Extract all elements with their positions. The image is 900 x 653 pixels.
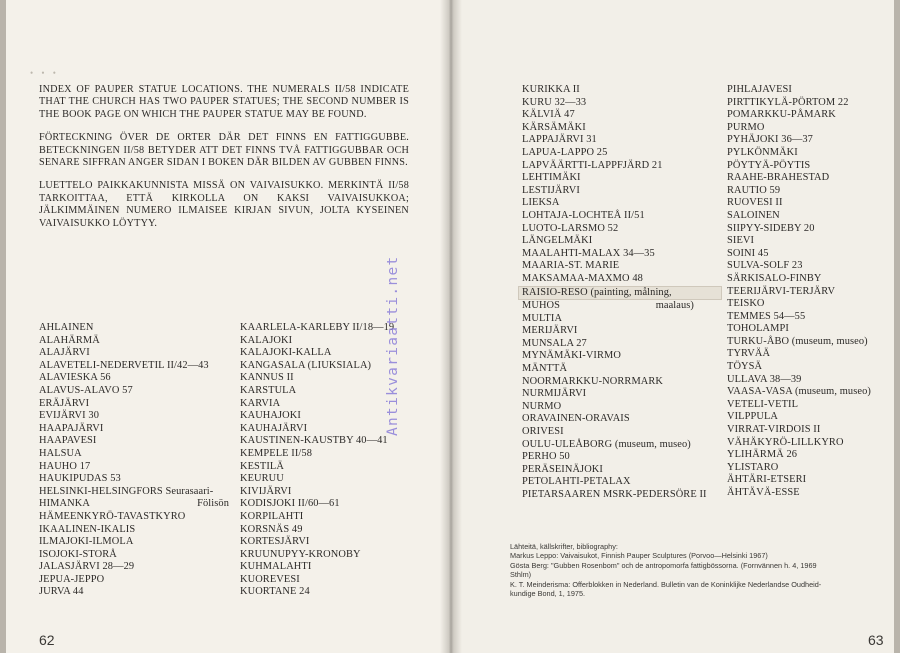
index-entry: HELSINKI-HELSINGFORS Seurasaari- <box>39 485 214 497</box>
index-entry: JURVA 44 <box>39 586 84 598</box>
index-entry: KURU 32—33 <box>522 96 587 108</box>
index-entry: PYHÄJOKI 36—37 <box>727 134 813 146</box>
index-entry: HAUKIPUDAS 53 <box>39 473 121 485</box>
index-entry: LEHTIMÄKI <box>522 172 581 184</box>
index-entry: LAPPAJÄRVI 31 <box>522 134 597 146</box>
index-entry: KESTILÄ <box>240 460 284 472</box>
index-entry: PÖYTYÄ-PÖYTIS <box>727 159 811 171</box>
index-entry: MYNÄMÄKI-VIRMO <box>522 350 621 362</box>
index-entry: JALASJÄRVI 28—29 <box>39 561 135 573</box>
index-entry: KIVIJÄRVI <box>240 485 292 497</box>
index-entry: VAASA-VASA (museum, museo) <box>727 386 871 398</box>
book-gutter <box>440 0 462 653</box>
bibliography-line: Markus Leppo: Vaivaisukot, Finnish Pauper Sculptures (Porvoo—Helsinki 1967) <box>510 551 768 561</box>
page-number-left: 62 <box>39 632 55 648</box>
index-entry: IKAALINEN-IKALIS <box>39 523 136 535</box>
index-entry: PURMO <box>727 121 765 133</box>
bibliography-line: Gösta Berg: "Gubben Rosenbom" och de antropomorfa fattigbössorna. (Fornvännen h. 4, 1969 <box>510 560 817 570</box>
index-entry: KUOREVESI <box>240 573 300 585</box>
index-column-1 <box>39 322 229 599</box>
cover-edge-right <box>894 0 900 653</box>
index-entry: HAUHO 17 <box>39 460 91 472</box>
index-entry: KORTESJÄRVI <box>240 536 310 548</box>
index-entry: LAPVÄÄRTTI-LAPPFJÄRD 21 <box>522 159 663 171</box>
index-entry: KARVIA <box>240 397 281 409</box>
bibliography-line: K. T. Meinderisma: Offerblokken in Nederland. Bulletin van de Koninklijke Nederlandse Oudheid- <box>510 579 822 589</box>
index-entry: LESTIJÄRVI <box>522 184 580 196</box>
index-entry: HIMANKA <box>39 498 90 510</box>
index-entry: MAALAHTI-MALAX 34—35 <box>522 247 655 259</box>
index-entry: KÄRSÄMÄKI <box>522 121 586 133</box>
index-entry: KUHMALAHTI <box>240 561 312 573</box>
index-entry-highlighted: RAISIO-RESO (painting, målning, <box>518 286 722 301</box>
index-entry: PIRTTIKYLÄ-PÖRTOM 22 <box>727 96 849 108</box>
index-entry: KANGASALA (LIUKSIALA) <box>240 359 372 371</box>
index-entry: PIETARSAAREN MSRK-PEDERSÖRE II <box>522 489 707 500</box>
cover-edge-left <box>0 0 6 653</box>
index-entry: KEURUU <box>240 473 284 485</box>
index-entry: RAAHE-BRAHESTAD <box>727 172 830 184</box>
index-entry: KODISJOKI II/60—61 <box>240 498 340 510</box>
index-entry: ÄHTÄVÄ-ESSE <box>727 487 800 498</box>
index-entry: KORPILAHTI <box>240 510 304 522</box>
index-entry: KORSNÄS 49 <box>240 523 303 535</box>
index-entry: KUORTANE 24 <box>240 586 310 598</box>
index-entry: KAUSTINEN-KAUSTBY 40—41 <box>240 435 388 447</box>
index-entry: SIIPYY-SIDEBY 20 <box>727 222 815 234</box>
index-entry: TYRVÄÄ <box>727 348 771 360</box>
index-entry: ISOJOKI-STORÅ <box>39 548 117 560</box>
index-entry: SÄRKISALO-FINBY <box>727 272 822 284</box>
index-entry: POMARKKU-PÅMARK <box>727 109 836 121</box>
index-entry: AHLAINEN <box>39 322 94 333</box>
index-entry: LÄNGELMÄKI <box>522 235 593 247</box>
index-entry: ALAVIESKA 56 <box>39 372 111 384</box>
index-entry: MAARIA-ST. MARIE <box>522 260 620 272</box>
index-entry: RAUTIO 59 <box>727 184 781 196</box>
page-smudge: • • • <box>30 68 59 78</box>
bibliography <box>510 542 890 598</box>
index-entry: PETOLAHTI-PETALAX <box>522 476 631 488</box>
index-entry: KAARLELA-KARLEBY II/18—19 <box>240 322 395 333</box>
index-entry-pair <box>522 300 722 313</box>
index-entry: MERIJÄRVI <box>522 325 578 337</box>
index-entry: VILPPULA <box>727 411 779 423</box>
index-entry-continuation: maalaus) <box>655 300 694 312</box>
index-entry: ORAVAINEN-ORAVAIS <box>522 413 630 425</box>
intro-swedish: FÖRTECKNING ÖVER DE ORTER DÄR DET FINNS EN FATTIGGUBBE. BETECKNINGEN II/58 BETYDER ATT DET FINNS TVÅ FATTIGGUBBAR OCH SENARE SIFFRAN ANGER SIDAN I BOKEN DÄR BILDEN AV GUBBEN FINNS. <box>39 132 409 169</box>
index-entry: PYLKÖNMÄKI <box>727 146 798 158</box>
index-entry: TEERIJÄRVI-TERJÄRV <box>727 285 836 297</box>
index-entry: PIHLAJAVESI <box>727 84 792 95</box>
index-column-3 <box>522 84 722 502</box>
index-entry: KALAJOKI <box>240 334 293 346</box>
index-entry: JEPUA-JEPPO <box>39 573 105 585</box>
bibliography-line: kundige Bond, 1, 1975. <box>510 589 586 599</box>
index-entry: LIEKSA <box>522 197 560 209</box>
index-entry: LAPUA-LAPPO 25 <box>522 146 608 158</box>
index-entry: SULVA-SOLF 23 <box>727 260 803 272</box>
index-entry: MAKSAMAA-MAXMO 48 <box>522 272 643 284</box>
index-entry: TURKU-ÅBO (museum, museo) <box>727 335 868 347</box>
index-entry: ALAJÄRVI <box>39 347 90 359</box>
index-entry: VETELI-VETIL <box>727 398 799 410</box>
index-entry: KEMPELE II/58 <box>240 447 313 459</box>
index-entry: SOINI 45 <box>727 247 769 259</box>
index-entry: ALAHÄRMÄ <box>39 334 100 346</box>
index-entry: ÄHTÄRI-ETSERI <box>727 474 807 486</box>
index-entry: KRUUNUPYY-KRONOBY <box>240 548 361 560</box>
index-entry: ORIVESI <box>522 426 564 438</box>
index-entry: YLISTARO <box>727 461 779 473</box>
index-entry: ERÄJÄRVI <box>39 397 90 409</box>
index-entry: ALAVETELI-NEDERVETIL II/42—43 <box>39 359 209 371</box>
index-entry: KÄLVIÄ 47 <box>522 109 575 121</box>
index-entry: HALSUA <box>39 447 82 459</box>
index-entry: YLIHÄRMÄ 26 <box>727 449 798 461</box>
index-entry-continuation: Fölisön <box>197 498 229 510</box>
index-entry: MUHOS <box>522 300 561 312</box>
intro-english: INDEX OF PAUPER STATUE LOCATIONS. THE NUMERALS II/58 INDICATE THAT THE CHURCH HAS TWO PAUPER STATUES; THE SECOND NUMBER IS THE BOOK PAGE ON WHICH THE PAUPER STATUE MAY BE FOUND. <box>39 84 409 120</box>
page-number-right: 63 <box>868 632 884 648</box>
index-entry: MÄNTTÄ <box>522 363 568 375</box>
intro-finnish: LUETTELO PAIKKAKUNNISTA MISSÄ ON VAIVAISUKKO. MERKINTÄ II/58 TARKOITTAA, ETTÄ KIRKOLLA ON KAKSI VAIVAISUKKOA; JÄLKIMMÄINEN NUMERO ILMAISEE KIRJAN SIVUN, JOLTA KYSEINEN VAIVAISUKKO LÖYTYY. <box>39 180 409 229</box>
index-entry: NURMO <box>522 400 562 412</box>
index-entry: PERÄSEINÄJOKI <box>522 463 603 475</box>
watermark: Antikvariaatti.net <box>385 255 401 436</box>
index-entry: HAAPAVESI <box>39 435 97 447</box>
index-entry: RUOVESI II <box>727 197 783 209</box>
index-entry: TEISKO <box>727 298 765 310</box>
index-entry-pair <box>39 498 229 511</box>
index-entry: OULU-ULEÅBORG (museum, museo) <box>522 438 691 450</box>
intro-text <box>39 84 409 241</box>
index-column-4 <box>727 84 892 500</box>
index-entry: MUNSALA 27 <box>522 337 587 349</box>
index-entry: SIEVI <box>727 235 755 247</box>
index-entry: ILMAJOKI-ILMOLA <box>39 536 134 548</box>
index-entry: TEMMES 54—55 <box>727 310 806 322</box>
bibliography-line: Sthlm) <box>510 570 532 580</box>
index-entry: KALAJOKI-KALLA <box>240 347 332 359</box>
index-entry: LUOTO-LARSMO 52 <box>522 222 619 234</box>
index-entry: PERHO 50 <box>522 451 570 463</box>
index-entry: SALOINEN <box>727 209 780 221</box>
index-entry: KANNUS II <box>240 372 294 384</box>
index-entry: LOHTAJA-LOCHTEÅ II/51 <box>522 209 645 221</box>
index-entry: HAAPAJÄRVI <box>39 422 104 434</box>
bibliography-heading: Lähteitä, källskrifter, bibliography: <box>510 542 618 551</box>
index-entry: KARSTULA <box>240 384 297 396</box>
index-entry: HÄMEENKYRÖ-TAVASTKYRO <box>39 510 186 522</box>
index-entry: TOHOLAMPI <box>727 323 789 335</box>
index-entry: KAUHAJOKI <box>240 410 301 422</box>
index-entry: VÄHÄKYRÖ-LILLKYRO <box>727 436 844 448</box>
index-entry: KAUHAJÄRVI <box>240 422 308 434</box>
index-entry: ULLAVA 38—39 <box>727 373 802 385</box>
index-entry: VIRRAT-VIRDOIS II <box>727 424 821 436</box>
index-entry: MULTIA <box>522 312 563 324</box>
index-entry: EVIJÄRVI 30 <box>39 410 100 422</box>
index-entry: TÖYSÄ <box>727 361 763 373</box>
index-entry: NOORMARKKU-NORRMARK <box>522 375 664 387</box>
index-entry: ALAVUS-ALAVO 57 <box>39 384 133 396</box>
index-entry: KURIKKA II <box>522 84 580 95</box>
index-entry: NURMIJÄRVI <box>522 388 587 400</box>
